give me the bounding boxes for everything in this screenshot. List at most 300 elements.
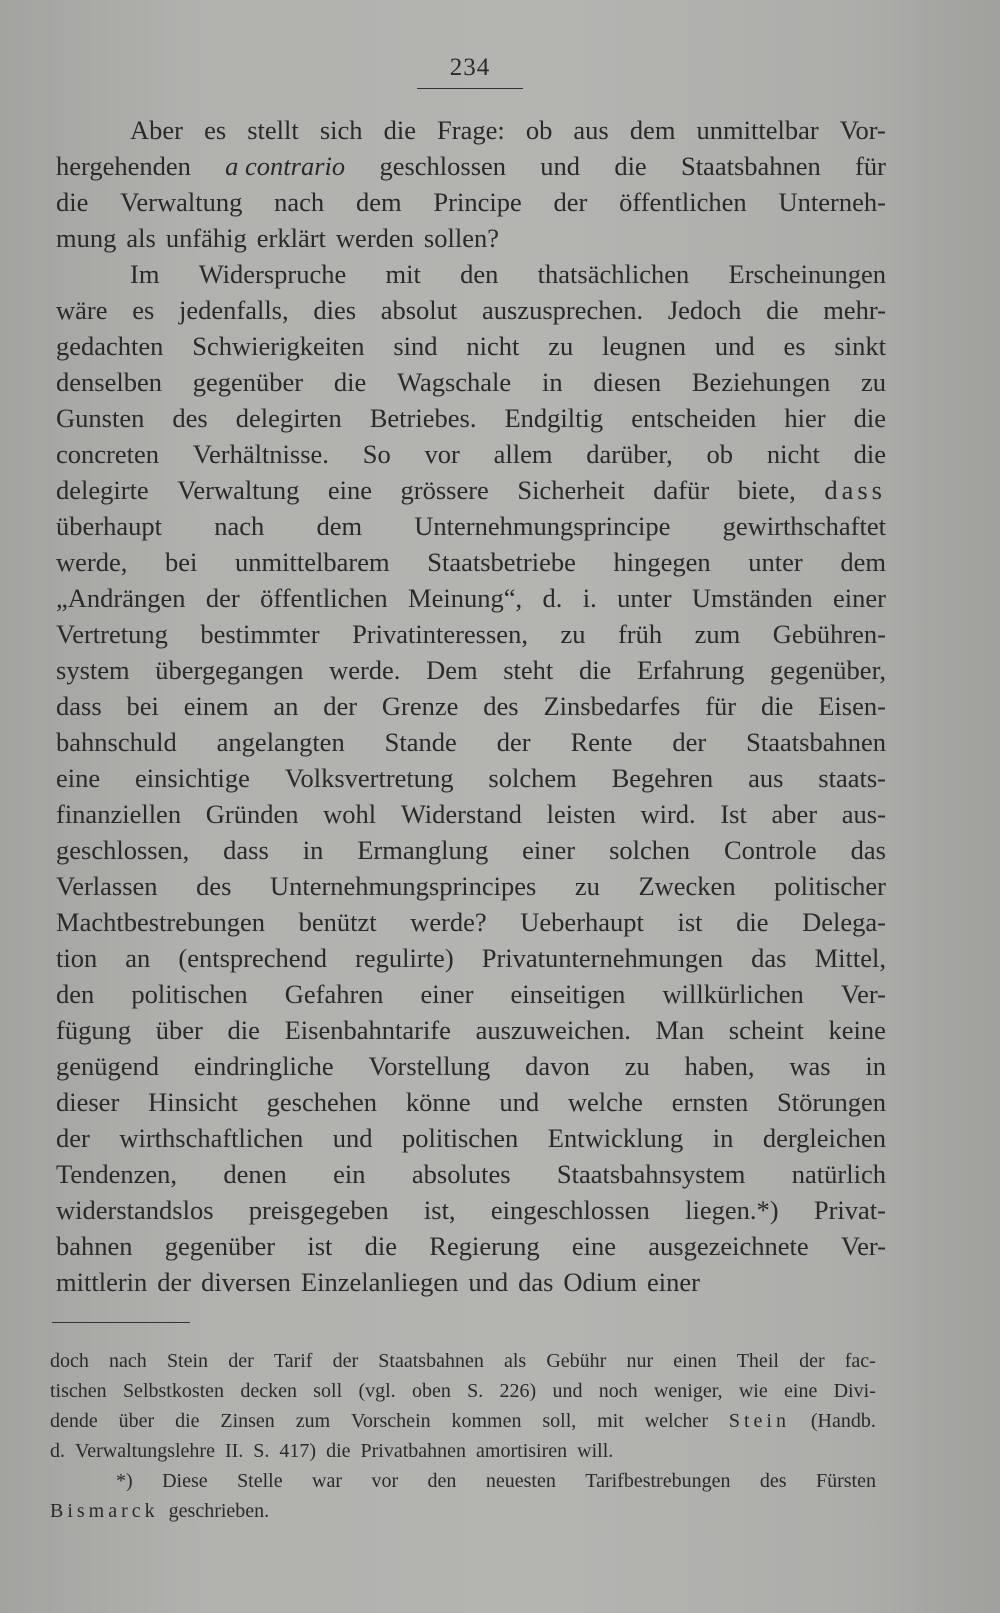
word: Gebühr: [546, 1350, 607, 1372]
word: des: [172, 403, 208, 433]
text-line: [50, 1496, 876, 1526]
word: fac-: [844, 1350, 876, 1372]
word: war: [312, 1470, 343, 1492]
word: Vorschein: [351, 1410, 431, 1432]
word: früh: [617, 619, 663, 649]
word: d.: [542, 583, 563, 613]
word: Umständen: [691, 583, 813, 613]
word: Privatbahnen: [360, 1440, 467, 1462]
word: Stein: [728, 1410, 790, 1432]
word: bei: [165, 547, 198, 577]
word: will.: [577, 1440, 614, 1462]
word: dergleichen: [762, 1123, 886, 1153]
word: oben: [411, 1380, 451, 1402]
word: werden: [335, 223, 414, 253]
word: leisten: [546, 799, 616, 829]
word: kommen: [451, 1410, 522, 1432]
text-line: [56, 760, 886, 796]
word: mittlerin: [56, 1267, 148, 1297]
word: Stelle: [237, 1470, 283, 1492]
word: der: [205, 583, 240, 613]
word: die: [614, 151, 647, 181]
word: dem: [840, 547, 886, 577]
word: die: [326, 1440, 351, 1462]
word: überhaupt: [56, 511, 162, 541]
word: Wagschale: [397, 367, 512, 397]
word: bei: [126, 691, 159, 721]
text-line: [56, 472, 886, 508]
word: Vorstellung: [368, 1051, 491, 1081]
word: die: [853, 439, 886, 469]
word: grössere: [400, 475, 489, 505]
word: was: [789, 1051, 831, 1081]
word: und: [468, 1267, 509, 1297]
word: dies: [313, 295, 357, 325]
word: fügung: [56, 1015, 132, 1045]
word: noch: [598, 1380, 638, 1402]
word: Delega-: [802, 907, 886, 937]
word: Volksvertretung: [284, 763, 454, 793]
word: Endgiltig: [504, 403, 604, 433]
text-line: [56, 148, 886, 184]
text-line: [56, 832, 886, 868]
word: den: [427, 1470, 457, 1492]
word: die: [56, 187, 89, 217]
word: das: [751, 943, 787, 973]
text-line: [56, 184, 886, 220]
word: Machtbestrebungen: [56, 907, 265, 937]
footnote: [50, 1346, 876, 1466]
word: ist: [307, 1231, 333, 1261]
word: Verhältnisse.: [192, 439, 329, 469]
text-line: [56, 292, 886, 328]
word: des: [759, 1470, 787, 1492]
word: Ist: [720, 799, 747, 829]
word: neuesten: [485, 1470, 556, 1492]
footnotes: [50, 1346, 876, 1526]
word: welcher: [644, 1410, 708, 1432]
word: die: [736, 907, 769, 937]
word: mit: [385, 259, 421, 289]
word: Divi-: [833, 1380, 876, 1402]
word: aus: [573, 115, 609, 145]
word: willkürlichen: [662, 979, 804, 1009]
text-line: [50, 1406, 876, 1436]
word: Störungen: [777, 1087, 886, 1117]
word: S.: [467, 1380, 484, 1402]
word: könne: [405, 1087, 471, 1117]
word: decken: [240, 1380, 297, 1402]
word: die: [760, 691, 794, 721]
word: politischen: [402, 1123, 519, 1153]
word: Frage:: [437, 115, 505, 145]
word: als: [126, 223, 156, 253]
word: Odium: [563, 1267, 638, 1297]
word: dass: [223, 835, 269, 865]
word: Hinsicht: [148, 1087, 238, 1117]
text-line: [56, 220, 886, 256]
word: Zinsbedarfes: [543, 691, 681, 721]
text-line: [56, 1156, 886, 1192]
word: geschehen: [266, 1087, 378, 1117]
word: Entwicklung: [547, 1123, 684, 1153]
text-line: [56, 1084, 886, 1120]
word: mung: [56, 223, 117, 253]
word: es: [783, 331, 806, 361]
word: Fürsten: [815, 1470, 876, 1492]
word: und: [332, 1123, 373, 1153]
word: unmittelbar: [696, 115, 819, 145]
word: in: [712, 1123, 734, 1153]
word: soll: [313, 1380, 343, 1402]
word: Privatunternehmungen: [481, 943, 724, 973]
word: Erscheinungen: [728, 259, 886, 289]
word: eine: [56, 763, 101, 793]
word: liegen.*): [685, 1195, 779, 1225]
word: S.: [253, 1440, 270, 1462]
word: wie: [738, 1380, 768, 1402]
word: der: [799, 1350, 825, 1372]
word: darüber,: [586, 439, 673, 469]
word: Gebühren-: [772, 619, 886, 649]
word: einseitigen: [510, 979, 626, 1009]
word: die: [175, 1410, 200, 1432]
word: entscheiden: [631, 403, 757, 433]
word: zu: [574, 871, 600, 901]
word: einer: [522, 835, 576, 865]
text-line: [56, 1012, 886, 1048]
word: Schwierigkeiten: [192, 331, 365, 361]
word: sinkt: [834, 331, 886, 361]
footnote: [50, 1466, 876, 1526]
word: dafür: [653, 475, 710, 505]
text-line: [56, 1120, 886, 1156]
word: Staatsbahnen: [378, 1350, 484, 1372]
word: (Handb.: [810, 1410, 876, 1432]
word: vor: [424, 439, 460, 469]
word: Ver-: [840, 1231, 886, 1261]
word: Erfahrung: [636, 655, 745, 685]
word: 417): [279, 1440, 317, 1462]
page-number: 234: [449, 54, 491, 81]
word: gewirthschaftet: [722, 511, 886, 541]
word: Diese: [162, 1470, 208, 1492]
word: angelangten: [216, 727, 345, 757]
word: Rente: [570, 727, 633, 757]
word: wirthschaftlichen: [119, 1123, 304, 1153]
word: Controle: [723, 835, 817, 865]
word: (vgl.: [358, 1380, 396, 1402]
word: Beziehungen: [691, 367, 831, 397]
word: für: [855, 151, 886, 181]
word: und: [552, 1380, 583, 1402]
word: Stein: [166, 1350, 209, 1372]
word: aber: [771, 799, 818, 829]
word: nach: [109, 1350, 147, 1372]
word: die: [333, 367, 367, 397]
word: Gefahren: [284, 979, 384, 1009]
word: in: [865, 1051, 886, 1081]
word: bestimmter: [200, 619, 320, 649]
word: Verwaltung: [120, 187, 243, 217]
word: zu: [624, 1051, 650, 1081]
word: Unternehmungsprincipe: [414, 511, 671, 541]
word: eine: [571, 1231, 617, 1261]
word: system: [56, 655, 130, 685]
word: Verwaltung: [177, 475, 300, 505]
word: hergehenden: [56, 151, 191, 181]
word: Verlassen: [56, 871, 158, 901]
text-line: [56, 364, 886, 400]
word: sind: [393, 331, 438, 361]
word: soll,: [542, 1410, 577, 1432]
word: die: [578, 655, 612, 685]
word: gegenüber: [192, 367, 304, 397]
word: sich: [319, 115, 363, 145]
word: ob: [706, 439, 734, 469]
text-line: [56, 652, 886, 688]
word: solchen: [609, 835, 691, 865]
text-line: [56, 112, 886, 148]
word: Gunsten: [56, 403, 145, 433]
word: in: [302, 835, 324, 865]
word: zum: [295, 1410, 331, 1432]
word: werde,: [56, 547, 128, 577]
word: allem: [493, 439, 553, 469]
word: mit: [597, 1410, 624, 1432]
word: auszuweichen.: [475, 1015, 631, 1045]
word: Sicherheit: [517, 475, 625, 505]
word: absolut: [380, 295, 458, 325]
word: öffentlichen: [260, 583, 388, 613]
text-line: [56, 940, 886, 976]
word: Theil: [736, 1350, 779, 1372]
word: stellt: [247, 115, 299, 145]
word: nach: [274, 187, 325, 217]
word: d.: [50, 1440, 65, 1462]
word: und: [499, 1087, 540, 1117]
word: werde?: [410, 907, 487, 937]
text-line: [56, 400, 886, 436]
word: Verwaltungslehre: [75, 1440, 215, 1462]
word: amortisiren: [476, 1440, 568, 1462]
word: Begehren: [611, 763, 714, 793]
word: Unterneh-: [778, 187, 886, 217]
word: hier: [784, 403, 826, 433]
word: ausgezeichnete: [648, 1231, 809, 1261]
word: dass: [824, 475, 886, 505]
word: ein: [333, 1159, 366, 1189]
word: Betriebes.: [369, 403, 477, 433]
word: diesen: [593, 367, 662, 397]
word: Jedoch: [667, 295, 742, 325]
word: i.: [582, 583, 597, 613]
word: es: [132, 295, 155, 325]
word: denen: [223, 1159, 287, 1189]
word: solchem: [488, 763, 577, 793]
word: Vertretung: [56, 619, 168, 649]
word: thatsächlichen: [537, 259, 690, 289]
word: Staatsbahnen: [746, 727, 886, 757]
word: unter: [617, 583, 672, 613]
word: nur: [626, 1350, 654, 1372]
word: II.: [224, 1440, 244, 1462]
word: politischen: [131, 979, 248, 1009]
word: davon: [525, 1051, 590, 1081]
word: für: [705, 691, 737, 721]
word: nach: [214, 511, 265, 541]
word: Eisenbahntarife: [284, 1015, 451, 1045]
word: mehr-: [823, 295, 886, 325]
word: einer: [833, 583, 886, 613]
word: dass: [56, 691, 102, 721]
word: tischen: [50, 1380, 107, 1402]
word: finanziellen: [56, 799, 182, 829]
word: der: [157, 1267, 192, 1297]
word: über: [155, 1015, 203, 1045]
word: ernsten: [671, 1087, 749, 1117]
word: die: [227, 1015, 260, 1045]
word: einem: [183, 691, 249, 721]
word: Grenze: [381, 691, 459, 721]
word: denselben: [56, 367, 162, 397]
word: unter: [748, 547, 803, 577]
word: Meinung“,: [408, 583, 523, 613]
word: Aber: [130, 115, 183, 145]
word: nicht: [766, 439, 820, 469]
word: „Andrängen: [56, 583, 186, 613]
word: bahnen: [56, 1231, 133, 1261]
word: Mittel,: [814, 943, 886, 973]
word: Privat-: [813, 1195, 886, 1225]
word: wohl: [323, 799, 377, 829]
word: Tarifbestrebungen: [585, 1470, 731, 1492]
word: der: [323, 691, 358, 721]
word: das: [518, 1267, 554, 1297]
word: benützt: [298, 907, 377, 937]
word: an: [273, 691, 299, 721]
word: Ermanglung: [357, 835, 489, 865]
word: erklärt: [256, 223, 326, 253]
word: Im: [130, 259, 160, 289]
word: hingegen: [613, 547, 711, 577]
word: dem: [629, 115, 676, 145]
page-number-rule: [417, 88, 523, 89]
text-line: [56, 544, 886, 580]
text-line: [56, 1228, 886, 1264]
word: weniger,: [653, 1380, 723, 1402]
word: delegirten: [235, 403, 342, 433]
word: es: [204, 115, 227, 145]
word: Man: [655, 1015, 705, 1045]
word: des: [483, 691, 519, 721]
text-line: [50, 1376, 876, 1406]
word: zu: [860, 367, 886, 397]
word: einer: [420, 979, 474, 1009]
word: und: [540, 151, 581, 181]
word: in: [541, 367, 563, 397]
word: über: [118, 1410, 155, 1432]
word: ist,: [423, 1195, 456, 1225]
word: So: [362, 439, 391, 469]
word: Staatsbetriebe: [427, 547, 576, 577]
word: die: [364, 1231, 398, 1261]
word: a contrario: [225, 151, 346, 181]
word: Zwecken: [638, 871, 736, 901]
word: Ver-: [840, 979, 886, 1009]
word: bahnschuld: [56, 727, 177, 757]
word: (entsprechend: [178, 943, 327, 973]
word: den: [460, 259, 499, 289]
word: unfähig: [165, 223, 247, 253]
word: die: [766, 295, 799, 325]
word: Widerspruche: [198, 259, 347, 289]
word: das: [850, 835, 886, 865]
word: dem: [316, 511, 363, 541]
text-line: [50, 1436, 876, 1466]
word: an: [125, 943, 151, 973]
word: der: [332, 1350, 359, 1372]
word: concreten: [56, 439, 159, 469]
text-line: [56, 904, 886, 940]
text-line: [56, 436, 886, 472]
word: sollen?: [423, 223, 499, 253]
word: Tendenzen,: [56, 1159, 178, 1189]
word: werde.: [329, 655, 401, 685]
word: Einzelanliegen: [300, 1267, 459, 1297]
word: 226): [499, 1380, 537, 1402]
word: welche: [567, 1087, 643, 1117]
word: eingeschlossen: [490, 1195, 650, 1225]
word: geschlossen,: [56, 835, 190, 865]
word: der: [553, 187, 588, 217]
text-line: [56, 508, 886, 544]
word: Widerstand: [400, 799, 522, 829]
word: Staatsbahnen: [680, 151, 821, 181]
word: diversen: [201, 1267, 291, 1297]
word: Selbstkosten: [122, 1380, 225, 1402]
word: des: [196, 871, 232, 901]
word: der: [228, 1350, 254, 1372]
word: ist: [677, 907, 703, 937]
word: öffentlichen: [619, 187, 747, 217]
word: staats-: [818, 763, 886, 793]
word: der: [672, 727, 707, 757]
word: gedachten: [56, 331, 164, 361]
word: widerstandslos: [56, 1195, 214, 1225]
word: politischer: [774, 871, 886, 901]
text-line: [56, 256, 886, 292]
word: regulirte): [355, 943, 454, 973]
text-line: [56, 688, 886, 724]
word: Privatinteressen,: [352, 619, 528, 649]
word: eine: [327, 475, 373, 505]
word: jedenfalls,: [178, 295, 289, 325]
text-line: [56, 868, 886, 904]
text-line: [56, 616, 886, 652]
word: als: [503, 1350, 527, 1372]
word: natürlich: [791, 1159, 886, 1189]
word: wird.: [640, 799, 696, 829]
word: Regierung: [429, 1231, 540, 1261]
paragraph: [56, 256, 886, 1300]
word: die: [383, 115, 416, 145]
word: biete,: [737, 475, 796, 505]
body-text: [56, 112, 886, 1300]
word: Vor-: [839, 115, 886, 145]
word: Stande: [384, 727, 457, 757]
word: eine: [784, 1380, 818, 1402]
